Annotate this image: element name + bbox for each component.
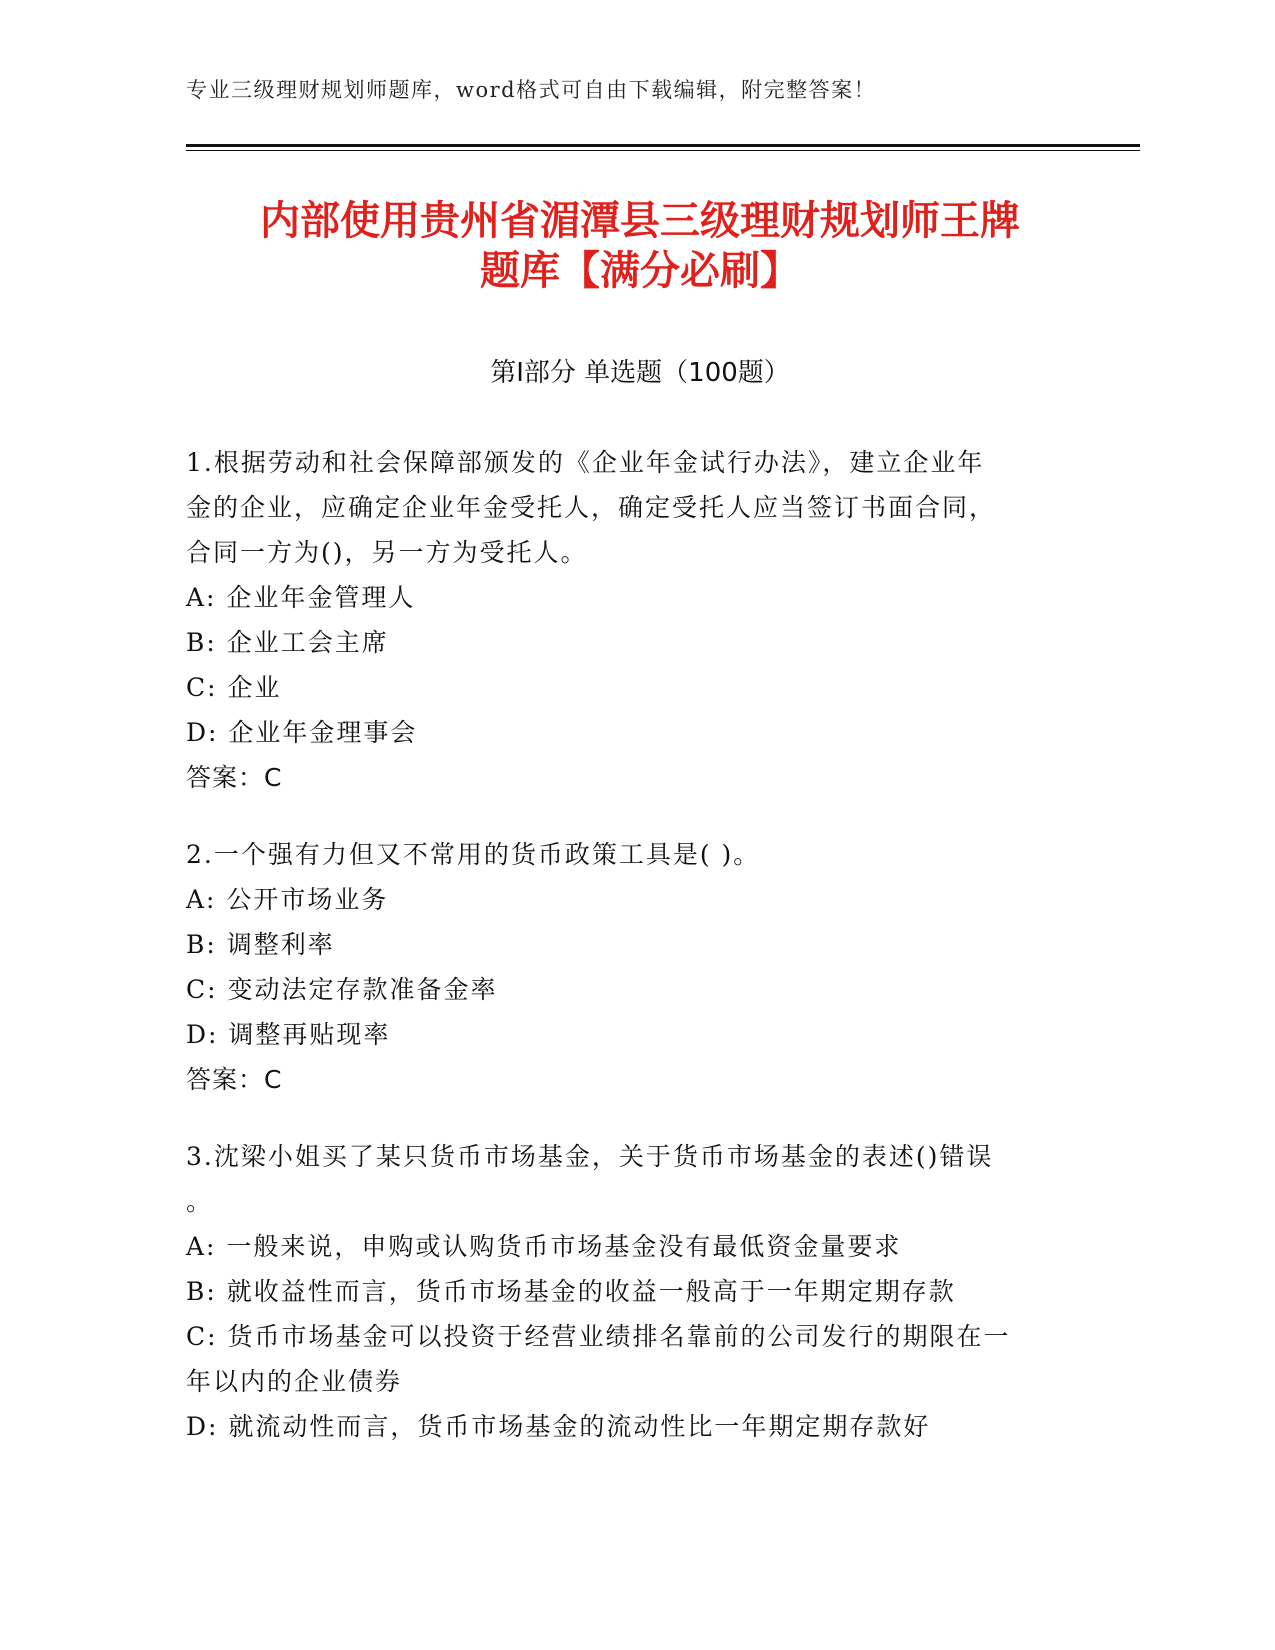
header-rule-thick: [186, 144, 1140, 147]
question-list: [186, 440, 1066, 1481]
option-d: D: 调整再贴现率: [186, 1020, 391, 1049]
option-a: A: 一般来说，申购或认购货币市场基金没有最低资金量要求: [186, 1232, 902, 1261]
option-c: C: 货币市场基金可以投资于经营业绩排名靠前的公司发行的期限在一: [186, 1322, 1011, 1351]
document-title-line-2: 题库【满分必刷】: [480, 248, 800, 294]
option-b: B: 就收益性而言，货币市场基金的收益一般高于一年期定期存款: [186, 1277, 956, 1306]
option-d: D: 就流动性而言，货币市场基金的流动性比一年期定期存款好: [186, 1412, 931, 1441]
option-a: A: 公开市场业务: [186, 885, 389, 914]
stem-line: 金的企业，应确定企业年金受托人，确定受托人应当签订书面合同，: [186, 493, 997, 522]
option-c: C: 企业: [186, 673, 282, 702]
option-b: B: 企业工会主席: [186, 628, 389, 657]
section-heading: 第Ⅰ部分 单选题（100题）: [490, 358, 790, 388]
answer-label: 答案：C: [186, 763, 283, 792]
option-d: D: 企业年金理事会: [186, 718, 418, 747]
answer-label: 答案：C: [186, 1065, 283, 1094]
stem-line: 。: [186, 1187, 214, 1216]
question-2: [186, 832, 1066, 1102]
option-b: B: 调整利率: [186, 930, 335, 959]
option-c: C: 变动法定存款准备金率: [186, 975, 498, 1004]
question-stem: [186, 440, 1066, 575]
question-3: [186, 1134, 1066, 1449]
question-stem: [186, 1134, 1066, 1224]
document-title: [160, 196, 1120, 296]
question-stem: [186, 832, 1066, 877]
option-c-continued: 年以内的企业债券: [186, 1367, 403, 1396]
stem-line: 1.根据劳动和社会保障部颁发的《企业年金试行办法》，建立企业年: [186, 448, 985, 477]
stem-line: 3.沈梁小姐买了某只货币市场基金，关于货币市场基金的表述()错误: [186, 1142, 994, 1171]
stem-line: 合同一方为()，另一方为受托人。: [186, 538, 588, 567]
stem-line: 2.一个强有力但又不常用的货币政策工具是( )。: [186, 840, 761, 869]
document-title-line-1: 内部使用贵州省湄潭县三级理财规划师王牌: [260, 198, 1020, 244]
header-note: 专业三级理财规划师题库，word格式可自由下载编辑，附完整答案！: [186, 78, 877, 102]
question-1: [186, 440, 1066, 800]
header-rule-thin: [186, 150, 1140, 151]
option-a: A: 企业年金管理人: [186, 583, 416, 612]
